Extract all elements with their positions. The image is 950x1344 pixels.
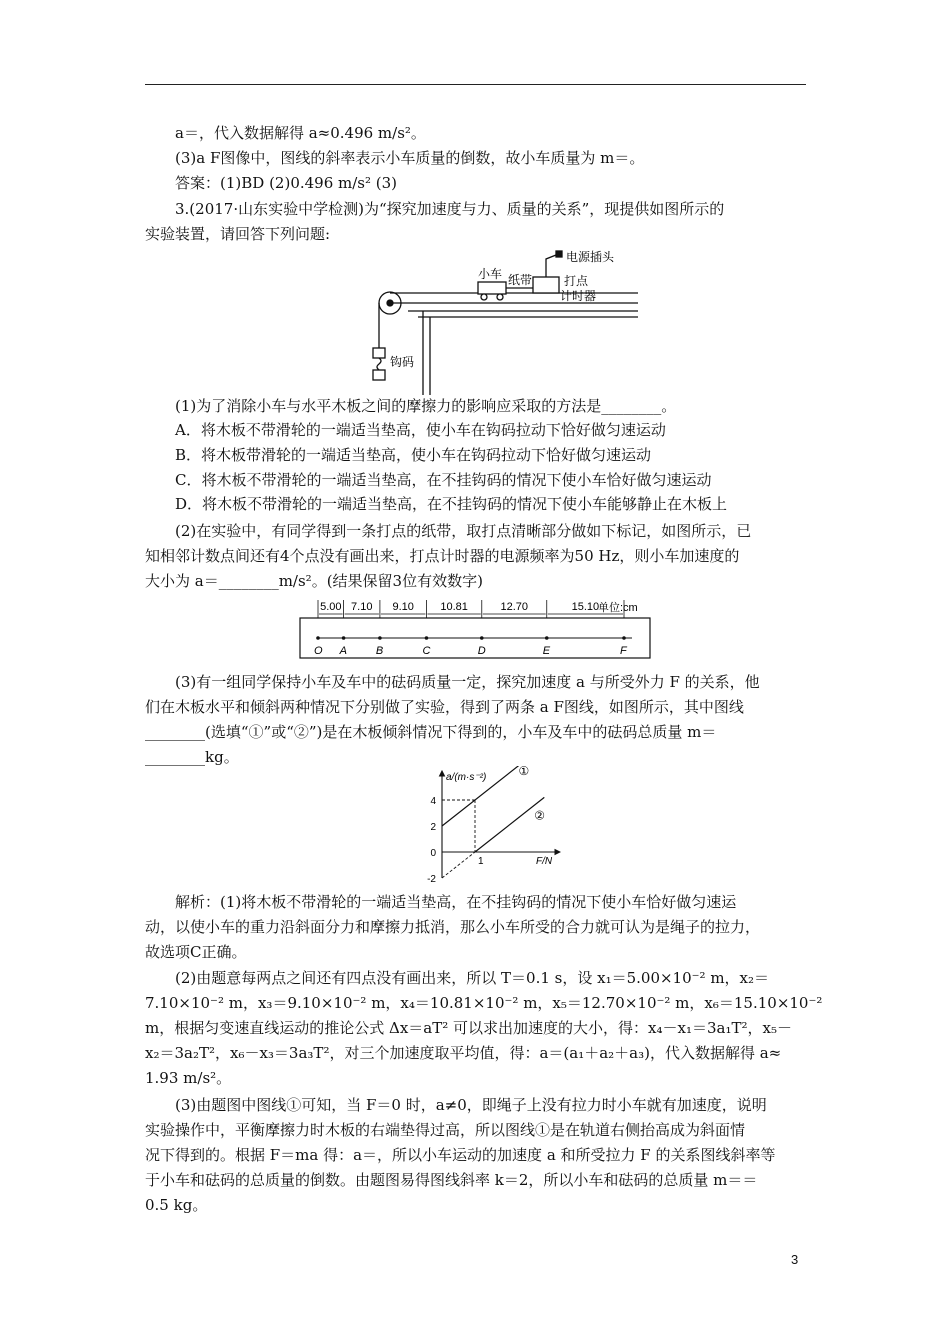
tape-point-F — [622, 636, 626, 640]
text-line: 大小为 a＝________m/s²。(结果保留3位有效数字) — [145, 572, 483, 590]
apparatus-figure — [368, 245, 648, 395]
dashed-guide — [442, 852, 475, 878]
series-line-2 — [475, 797, 544, 852]
option-c: C．将木板不带滑轮的一端适当垫高，在不挂钩码的情况下使小车恰好做匀速运动 — [175, 471, 712, 489]
tape-point-label: F — [620, 645, 627, 657]
tape-segment-label: 12.70 — [500, 601, 529, 613]
tape-point-label: B — [375, 645, 384, 657]
tape-segment-label: 9.10 — [392, 601, 414, 613]
tape-point-label: C — [422, 645, 431, 657]
text-line: 于小车和砝码的总质量的倒数。由题图易得图线斜率 k＝2，所以小车和砝码的总质量 m＝＝ — [145, 1171, 758, 1189]
weight-icon — [373, 348, 385, 358]
tape-segment-label: 7.10 — [351, 601, 373, 613]
text-line: (3)由题图中图线①可知，当 F＝0 时，a≠0，即绳子上没有拉力时小车就有加速度，说明 — [175, 1096, 767, 1114]
label-timer-2: 计时器 — [560, 289, 597, 303]
option-d: D．将木板不带滑轮的一端适当垫高，在不挂钩码的情况下使小车能够静止在木板上 — [175, 495, 728, 513]
text-line: 答案：(1)BD (2)0.496 m/s² (3) — [175, 174, 398, 192]
text-line: ________kg。 — [145, 748, 239, 766]
page-number: 3 — [791, 1252, 799, 1267]
header-rule — [145, 84, 806, 85]
subquestion-3: (3)有一组同学保持小车及车中的砝码质量一定，探究加速度 a 与所受外力 F 的关系，他 — [175, 673, 760, 691]
tape-point-B — [378, 636, 382, 640]
plug-cord-line — [546, 255, 556, 277]
text-line: 实验装置，请回答下列问题: — [145, 225, 331, 243]
tape-point-label: A — [339, 645, 347, 657]
text-line: 0.5 kg。 — [145, 1196, 208, 1214]
text-line: x₂＝3a₂T²，x₆－x₃＝3a₃T²，对三个加速度取平均值，得：a＝(a₁＋a₂＋a₃)，代入数据解得 a≈ — [145, 1044, 782, 1062]
text-line: 实验操作中，平衡摩擦力时木板的右端垫得过高，所以图线①是在轨道右侧抬高成为斜面情 — [145, 1121, 746, 1139]
tape-segment-label: 15.10 — [571, 601, 600, 613]
text-line: (2)由题意每两点之间还有四点没有画出来，所以 T＝0.1 s，设 x₁＝5.00×10⁻² m，x₂＝ — [175, 969, 770, 987]
tape-point-label: E — [542, 645, 551, 657]
subquestion-1: (1)为了消除小车与水平木板之间的摩擦力的影响应采取的方法是________。 — [175, 397, 677, 415]
label-timer-1: 打点 — [564, 274, 589, 288]
series-label-2: ② — [534, 808, 546, 823]
text-line: 况下得到的。根据 F＝ma 得：a＝，所以小车运动的加速度 a 和所受拉力 F 的关系图线斜率等 — [145, 1146, 776, 1164]
label-plug: 电源插头 — [566, 250, 615, 264]
label-tape: 纸带 — [508, 273, 533, 287]
text-line: 动，以使小车的重力沿斜面分力和摩擦力抵消，那么小车所受的合力就可认为是绳子的拉力， — [145, 918, 761, 936]
x-tick-label: 1 — [478, 856, 484, 867]
tape-point-label: D — [477, 645, 486, 657]
text-line: 知相邻计数点间还有4个点没有画出来，打点计时器的电源频率为50 Hz，则小车加速度的 — [145, 547, 740, 565]
plug-icon — [556, 251, 562, 257]
question-3-line: 3.(2017·山东实验中学检测)为“探究加速度与力、质量的关系”，现提供如图所示的 — [175, 200, 725, 218]
tape-point-D — [480, 636, 484, 640]
tape-point-A — [342, 636, 346, 640]
tape-unit: 单位:cm — [598, 602, 638, 614]
text-line: 们在木板水平和倾斜两种情况下分别做了实验，得到了两条 a F图线，如图所示，其中图线 — [145, 698, 744, 716]
a-f-chart — [418, 766, 568, 886]
subquestion-2: (2)在实验中，有同学得到一条打点的纸带，取打点清晰部分做如下标记，如图所示，已 — [175, 522, 752, 540]
tape-point-O — [316, 636, 320, 640]
car-icon — [478, 282, 506, 294]
y-tick-label: -2 — [427, 874, 436, 885]
text-line: m，根据匀变速直线运动的推论公式 Δx＝aT² 可以求出加速度的大小，得：x₄－x₁＝3a₁T²，x₅－ — [145, 1019, 792, 1037]
y-axis-label: a/(m·s⁻²) — [446, 772, 487, 783]
tape-segment-label: 5.00 — [320, 601, 342, 613]
y-tick-label: 2 — [430, 822, 436, 833]
tape-segment-label: 10.81 — [440, 601, 468, 613]
series-label-1: ① — [518, 766, 530, 778]
text-line: 7.10×10⁻² m，x₃＝9.10×10⁻² m，x₄＝10.81×10⁻² m，x₅＝12.70×10⁻² m，x₆＝15.10×10⁻² — [145, 994, 823, 1012]
tape-point-E — [545, 636, 549, 640]
x-axis-label: F/N — [536, 856, 553, 867]
tape-point-label: O — [314, 645, 323, 657]
timer-icon — [533, 277, 559, 293]
y-tick-label: 4 — [430, 796, 436, 807]
text-line: 1.93 m/s²。 — [145, 1069, 232, 1087]
text-line: a＝，代入数据解得 a≈0.496 m/s²。 — [175, 124, 426, 142]
tape-figure — [298, 596, 654, 662]
label-weight: 钩码 — [390, 355, 415, 369]
text-line: ________(选填“①”或“②”)是在木板倾斜情况下得到的，小车及车中的砝码总质量 m＝ — [145, 723, 717, 741]
text-line: (3)a F图像中，图线的斜率表示小车质量的倒数，故小车质量为 m＝。 — [175, 149, 645, 167]
y-tick-label: 0 — [430, 848, 436, 859]
tape-point-C — [425, 636, 429, 640]
text-line: 故选项C正确。 — [145, 943, 247, 961]
solution-line: 解析：(1)将木板不带滑轮的一端适当垫高，在不挂钩码的情况下使小车恰好做匀速运 — [175, 893, 737, 911]
option-b: B．将木板带滑轮的一端适当垫高，使小车在钩码拉动下恰好做匀速运动 — [175, 446, 652, 464]
label-car: 小车 — [478, 267, 503, 281]
weight-icon — [373, 370, 385, 380]
option-a: A．将木板不带滑轮的一端适当垫高，使小车在钩码拉动下恰好做匀速运动 — [175, 421, 666, 439]
